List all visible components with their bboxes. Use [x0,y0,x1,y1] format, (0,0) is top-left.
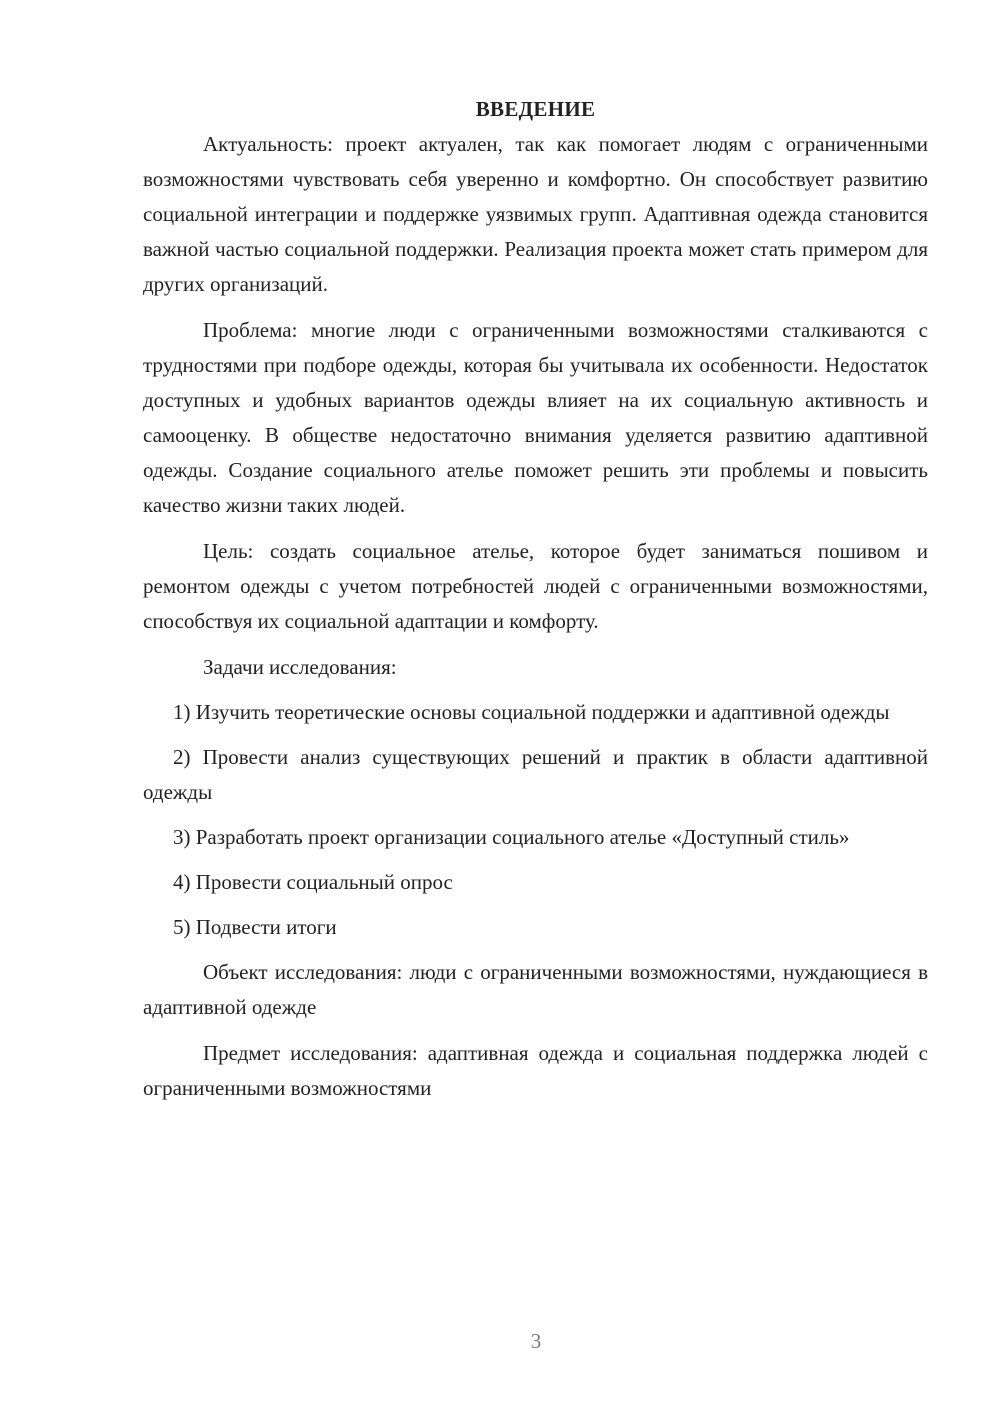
relevance-paragraph: Актуальность: проект актуален, так как помогает людям с ограниченными возможностями чувствовать себя уверенно и комфортно. Он способствует развитию социальной интеграции и поддержке уязвимых групп. Адаптивная одежда становится важной частью социальной поддержки. Реализация проекта может стать примером для других организаций. [143,132,928,296]
page-number: 3 [530,1329,542,1353]
task-item-3: 3) Разработать проект организации социального ателье «Доступный стиль» [173,825,850,849]
task-item-1: 1) Изучить теоретические основы социальной поддержки и адаптивной одежды [173,700,890,724]
task-item-5: 5) Подвести итоги [173,915,337,939]
subject-paragraph: Предмет исследования: адаптивная одежда и социальная поддержка людей с ограниченными возможностями [143,1041,928,1100]
page-content [143,92,928,1106]
object-paragraph: Объект исследования: люди с ограниченными возможностями, нуждающиеся в адаптивной одежде [143,960,928,1019]
page-heading: ВВЕДЕНИЕ [475,97,596,121]
task-item-2: 2) Провести анализ существующих решений и практик в области адаптивной одежды [143,745,928,804]
task-item-4: 4) Провести социальный опрос [173,870,453,894]
tasks-title: Задачи исследования: [203,655,397,679]
problem-paragraph: Проблема: многие люди с ограниченными возможностями сталкиваются с трудностями при подборе одежды, которая бы учитывала их особенности. Недостаток доступных и удобных вариантов одежды влияет на их социальную активность и самооценку. В обществе недостаточно внимания уделяется развитию адаптивной одежды. Создание социального ателье поможет решить эти проблемы и повысить качество жизни таких людей. [143,318,928,517]
goal-paragraph: Цель: создать социальное ателье, которое будет заниматься пошивом и ремонтом одежды с учетом потребностей людей с ограниченными возможностями, способствуя их социальной адаптации и комфорту. [143,539,928,633]
